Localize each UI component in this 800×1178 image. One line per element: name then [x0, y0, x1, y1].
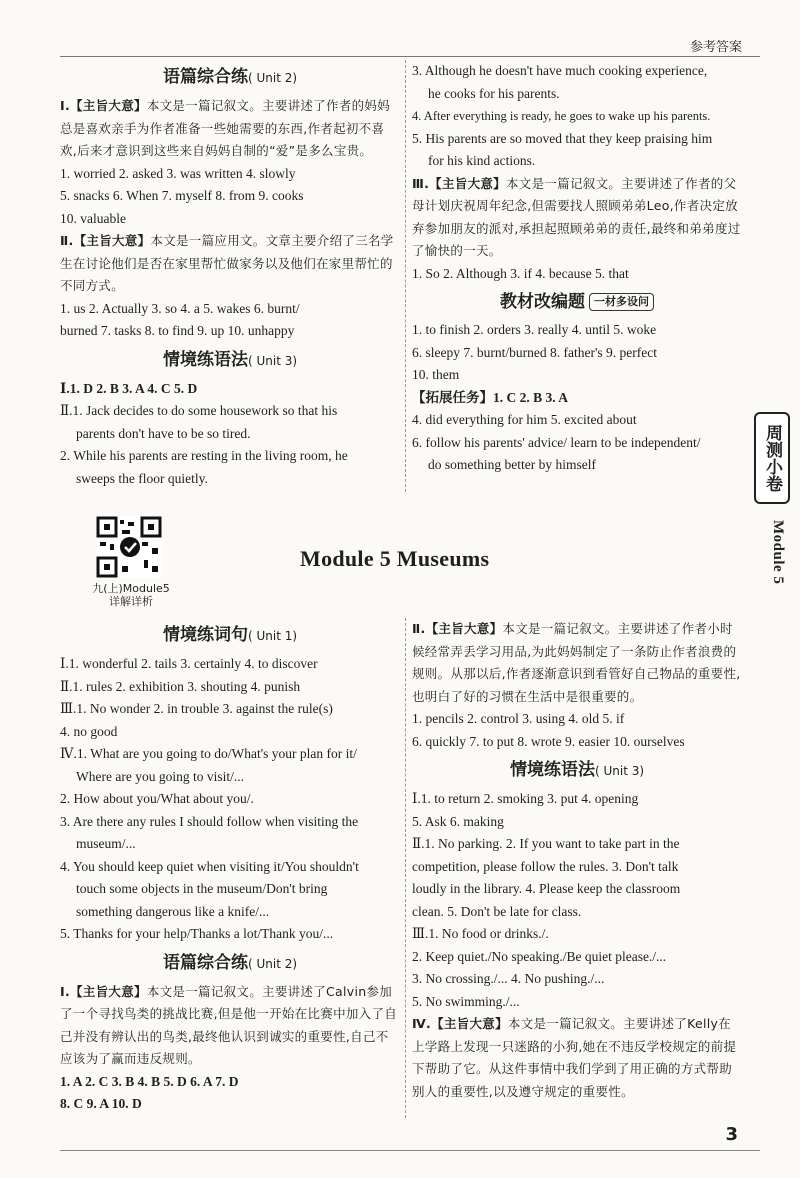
header-divider: [60, 56, 760, 57]
answer-line: 5. Ask 6. making: [412, 813, 504, 829]
answer-line: competition, please follow the rules. 3. Don't talk: [412, 858, 679, 874]
answer-line: 1. us 2. Actually 3. so 4. a 5. wakes 6. burnt/: [60, 300, 300, 316]
answer-line: Where are you going to visit/...: [76, 768, 244, 784]
section-title: 情境练语法( Unit 3): [162, 349, 298, 370]
summary-paragraph: Ⅰ.【主旨大意】本文是一篇记叙文。主要讲述了作者的妈妈总是喜欢亲手为作者准备一些她需要的东西,作者起初不喜欢,后来才意识到这些来自妈妈自制的“爱”是多么宝贵。: [60, 98, 391, 158]
answer-line: Ⅱ.1. Jack decides to do some housework so that his: [60, 403, 338, 418]
answer-line: something dangerous like a knife/...: [76, 903, 270, 919]
answer-line: 5. His parents are so moved that they keep praising him: [412, 130, 713, 146]
answer-line: Ⅰ.1. to return 2. smoking 3. put 4. opening: [412, 791, 639, 806]
column-divider-bottom: [405, 618, 406, 1118]
answer-line: Ⅳ.1. What are you going to do/What's your plan for it/: [60, 746, 357, 761]
answer-line: 6. sleepy 7. burnt/burned 8. father's 9. perfect: [412, 344, 657, 360]
answer-line: 3. No crossing./... 4. No pushing./...: [412, 971, 605, 986]
side-tab: 周测小卷: [754, 412, 790, 504]
bottom-right-column: [412, 618, 742, 1103]
qr-code-icon[interactable]: [96, 516, 162, 578]
page-number: 3: [725, 1124, 738, 1145]
top-right-column: [412, 60, 742, 477]
answer-line: 10. them: [412, 367, 460, 382]
answer-line: clean. 5. Don't be late for class.: [412, 903, 582, 919]
answer-line: 3. Although he doesn't have much cooking experience,: [412, 63, 708, 78]
summary-paragraph: Ⅰ.【主旨大意】本文是一篇记叙文。主要讲述了Calvin参加了一个寻找鸟类的挑战比赛,但是他一开始在比赛中加入了自己并没有辨认出的鸟类,最终他认识到诚实的重要性,自己不应该为了赢而违反规则。: [60, 983, 398, 1066]
answer-line: Ⅰ.1. D 2. B 3. A 4. C 5. D: [60, 380, 198, 396]
answer-line: Ⅲ.1. No food or drinks./.: [412, 926, 549, 941]
bottom-left-column: [60, 618, 400, 1116]
answer-line: touch some objects in the museum/Don't bring: [76, 881, 328, 896]
answer-line: parents don't have to be so tired.: [76, 425, 251, 441]
answer-line: Ⅲ.1. No wonder 2. in trouble 3. against the rule(s): [60, 701, 333, 716]
answer-line: 5. snacks 6. When 7. myself 8. from 9. cooks: [60, 188, 304, 203]
qr-caption: 九(上)Module5 详解详析: [92, 582, 170, 608]
answer-line: 1. A 2. C 3. B 4. B 5. D 6. A 7. D: [60, 1073, 239, 1089]
answer-line: 1. pencils 2. control 3. using 4. old 5. if: [412, 711, 625, 726]
module-title: Module 5 Museums: [300, 546, 490, 571]
header-title: 参考答案: [689, 40, 742, 55]
answer-line: museum/...: [76, 836, 136, 851]
answer-line: do something better by himself: [428, 457, 596, 472]
answer-line: 2. Keep quiet./No speaking./Be quiet please./...: [412, 948, 667, 964]
answer-line: 5. Thanks for your help/Thanks a lot/Thank you/...: [60, 926, 334, 941]
answer-line: Ⅱ.1. rules 2. exhibition 3. shouting 4. punish: [60, 678, 301, 694]
answer-line: Ⅰ.1. wonderful 2. tails 3. certainly 4. to discover: [60, 656, 318, 671]
answer-line: 【拓展任务】1. C 2. B 3. A: [412, 389, 569, 405]
answer-line: sweeps the floor quietly.: [76, 470, 208, 486]
section-title: 情境练语法( Unit 3): [509, 760, 645, 780]
answer-line: for his kind actions.: [428, 153, 536, 168]
side-module-label: Module 5: [770, 520, 786, 585]
summary-paragraph: Ⅱ.【主旨大意】本文是一篇记叙文。主要讲述了作者小时候经常弄丢学习用品,为此妈妈制定了一条防止作者浪费的规则。从那以后,作者逐渐意识到看管好自己物品的重要性,也明白了好的习惯在生活中是很重要的。: [412, 621, 741, 704]
answer-line: Ⅱ.1. No parking. 2. If you want to take part in the: [412, 836, 680, 851]
answer-line: 2. While his parents are resting in the living room, he: [60, 448, 348, 463]
column-divider-top: [405, 60, 406, 492]
answer-line: burned 7. tasks 8. to find 9. up 10. unhappy: [60, 323, 295, 338]
section-title: 语篇综合练( Unit 2): [162, 67, 298, 87]
answer-line: 4. no good: [60, 723, 118, 739]
answer-line: 4. You should keep quiet when visiting it/You shouldn't: [60, 858, 359, 874]
answer-line: 3. Are there any rules I should follow when visiting the: [60, 813, 359, 829]
answer-line: 4. did everything for him 5. excited about: [412, 412, 637, 427]
answer-line: 1. So 2. Although 3. if 4. because 5. that: [412, 265, 629, 281]
section-title: 教材改编题 一材多设问: [412, 287, 742, 317]
section-title: 语篇综合练( Unit 2): [162, 952, 298, 973]
answer-line: 6. follow his parents' advice/ learn to be independent/: [412, 434, 701, 450]
answer-line: he cooks for his parents.: [428, 85, 560, 101]
answer-line: 1. worried 2. asked 3. was written 4. slowly: [60, 165, 296, 181]
top-left-column: [60, 60, 400, 490]
summary-paragraph: Ⅱ.【主旨大意】本文是一篇应用文。文章主要介绍了三名学生在讨论他们是否在家里帮忙做家务以及他们在家里帮忙的不同方式。: [60, 233, 394, 293]
answer-line: 5. No swimming./...: [412, 993, 520, 1009]
answer-line: 8. C 9. A 10. D: [60, 1096, 142, 1111]
answer-line: 1. to finish 2. orders 3. really 4. until 5. woke: [412, 322, 657, 337]
tag-badge: 一材多设问: [589, 293, 654, 311]
summary-paragraph: Ⅲ.【主旨大意】本文是一篇记叙文。主要讲述了作者的父母计划庆祝周年纪念,但需要找人照顾弟弟Leo,作者决定放弃参加朋友的派对,承担起照顾弟弟的责任,最终和弟弟度过了愉快的一天。: [412, 175, 741, 258]
answer-line: loudly in the library. 4. Please keep the classroom: [412, 881, 681, 896]
answer-line: 6. quickly 7. to put 8. wrote 9. easier 10. ourselves: [412, 733, 685, 749]
section-title: 情境练词句( Unit 1): [162, 625, 298, 645]
footer-divider: [60, 1150, 760, 1151]
answer-line: 10. valuable: [60, 210, 126, 226]
answer-line: 4. After everything is ready, he goes to wake up his parents.: [412, 109, 711, 123]
answer-line: 2. How about you/What about you/.: [60, 791, 254, 806]
summary-paragraph: Ⅳ.【主旨大意】本文是一篇记叙文。主要讲述了Kelly在上学路上发现一只迷路的小狗,她在不违反学校规定的前提下帮助了它。从这件事情中我们学到了用正确的方式帮助别人的重要性,以及遵守规定的重要性。: [412, 1016, 737, 1099]
